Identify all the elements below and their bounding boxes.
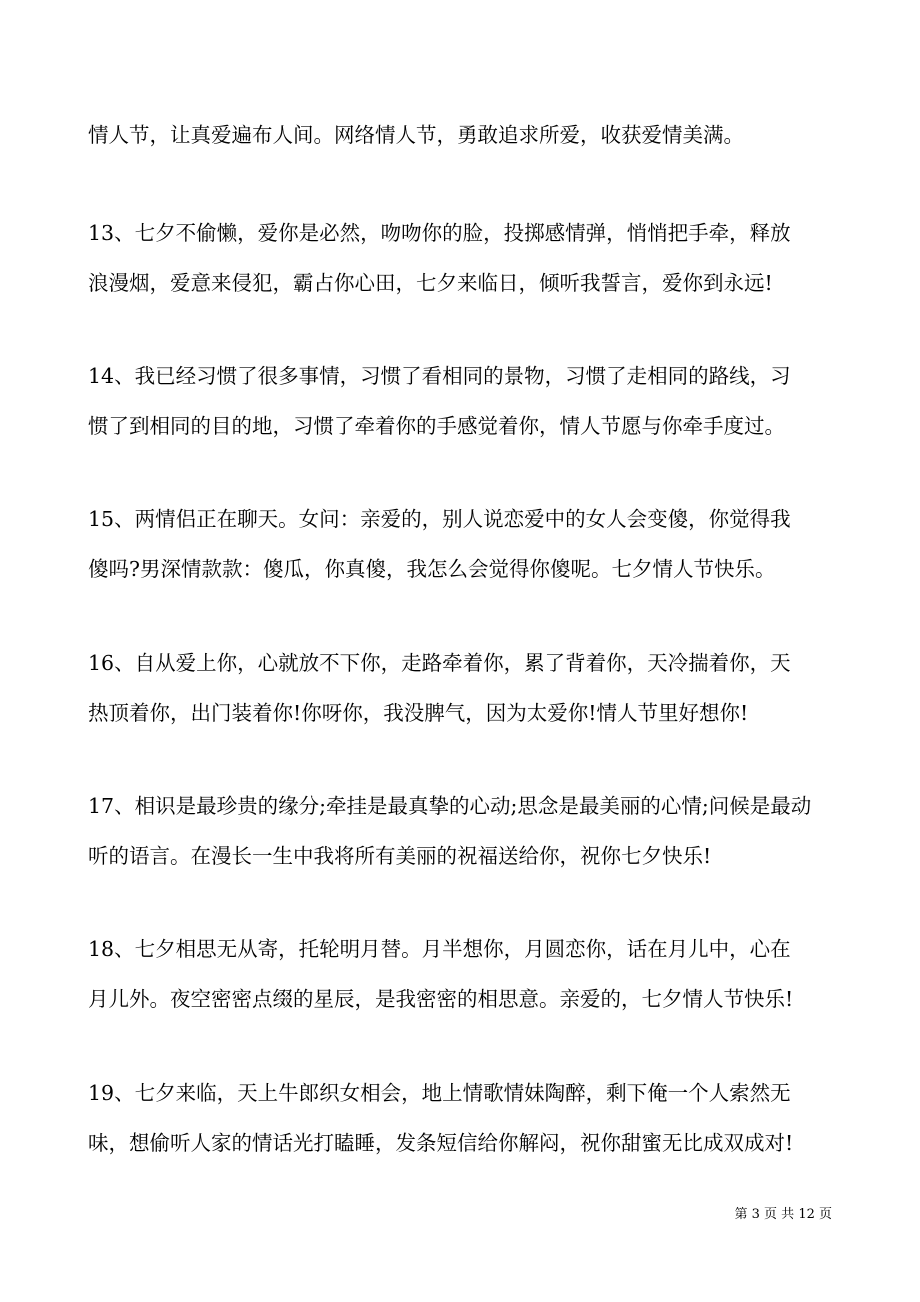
paragraph-line: 18、七夕相思无从寄，托轮明月替。月半想你，月圆恋你，话在月儿中，心在	[88, 937, 791, 961]
paragraph-line: 13、七夕不偷懒，爱你是必然，吻吻你的脸，投掷感情弹，悄悄把手牵，释放	[88, 221, 791, 245]
page-number-footer: 第 3 页 共 12 页	[734, 1207, 832, 1222]
paragraph-line: 14、我已经习惯了很多事情，习惯了看相同的景物，习惯了走相同的路线，习	[88, 364, 791, 388]
paragraph-line: 月儿外。夜空密密点缀的星辰，是我密密的相思意。亲爱的，七夕情人节快乐!	[88, 987, 794, 1011]
paragraph-line: 味，想偷听人家的情话光打瞌睡，发条短信给你解闷，祝你甜蜜无比成双成对!	[88, 1131, 794, 1155]
paragraph-line: 17、相识是最珍贵的缘分;牵挂是最真挚的心动;思念是最美丽的心情;问候是最动	[88, 794, 812, 818]
paragraph-line: 19、七夕来临，天上牛郎织女相会，地上情歌情妹陶醉，剩下俺一个人索然无	[88, 1081, 791, 1105]
paragraph-line: 傻吗?男深情款款：傻瓜，你真傻，我怎么会觉得你傻呢。七夕情人节快乐。	[88, 557, 776, 581]
paragraph-line: 浪漫烟，爱意来侵犯，霸占你心田，七夕来临日，倾听我誓言，爱你到永远!	[88, 271, 773, 295]
paragraph-line: 15、两情侣正在聊天。女问：亲爱的，别人说恋爱中的女人会变傻，你觉得我	[88, 507, 791, 531]
paragraph-line: 惯了到相同的目的地，习惯了牵着你的手感觉着你，情人节愿与你牵手度过。	[88, 414, 785, 438]
paragraph-line: 情人节，让真爱遍布人间。网络情人节，勇敢追求所爱，收获爱情美满。	[88, 123, 744, 147]
paragraph-line: 听的语言。在漫长一生中我将所有美丽的祝福送给你，祝你七夕快乐!	[88, 844, 712, 868]
paragraph-line: 16、自从爱上你，心就放不下你，走路牵着你，累了背着你，天冷揣着你，天	[88, 651, 791, 675]
paragraph-line: 热顶着你，出门装着你!你呀你，我没脾气，因为太爱你!情人节里好想你!	[88, 701, 749, 725]
